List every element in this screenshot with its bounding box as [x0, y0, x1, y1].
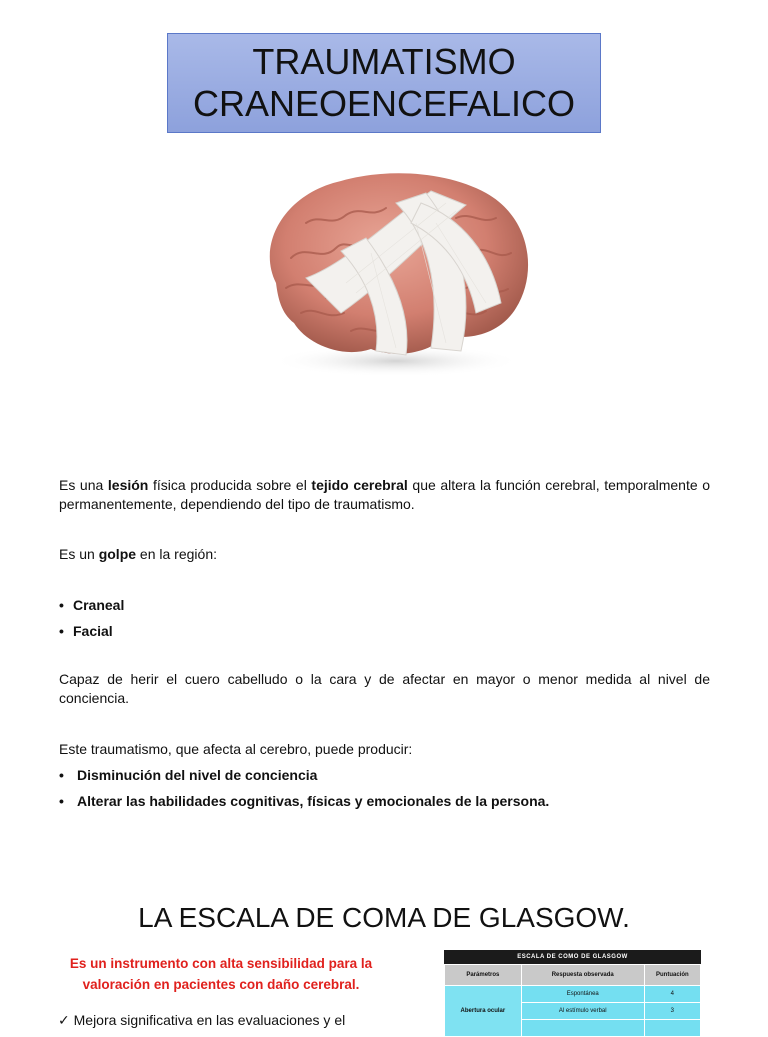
region-paragraph: Es un golpe en la región:	[59, 546, 217, 562]
glasgow-table	[444, 950, 701, 1030]
column-header: Puntuación	[644, 965, 700, 986]
list-item: • Alterar las habilidades cognitivas, físicas y emocionales de la persona.	[59, 793, 550, 809]
table-cell: 4	[644, 986, 700, 1003]
table-row	[445, 986, 701, 1003]
glasgow-description: Es un instrumento con alta sensibilidad para la valoración en pacientes con daño cerebral.	[69, 956, 373, 992]
effects-list	[59, 766, 549, 818]
table-cell	[521, 1020, 644, 1037]
param-cell: Abertura ocular	[445, 986, 522, 1037]
column-header: Parámetros	[445, 965, 522, 986]
title-line-2: CRANEOENCEFALICO	[192, 83, 576, 124]
title-line-1: TRAUMATISMO	[252, 41, 516, 82]
check-item: ✓ Mejora significativa en las evaluaciones y el	[58, 1012, 346, 1028]
consequence-paragraph: Capaz de herir el cuero cabelludo o la cara y de afectar en mayor o menor medida al nivel de conciencia.	[59, 671, 710, 706]
table-title: ESCALA DE COMO DE GLASGOW	[444, 950, 701, 964]
glasgow-heading: LA ESCALA DE COMA DE GLASGOW.	[138, 902, 630, 933]
intro-paragraph: Es una lesión física producida sobre el tejido cerebral que altera la función cerebral, temporalmente o permanentemente, dependiendo del tipo de traumatismo.	[59, 477, 711, 512]
list-item: • Craneal	[59, 597, 125, 613]
region-list	[59, 596, 124, 648]
table-cell: Al estímulo verbal	[521, 1003, 644, 1020]
title-box	[167, 33, 601, 133]
column-header: Respuesta observada	[521, 965, 644, 986]
table-cell: Espontánea	[521, 986, 644, 1003]
bandaged-brain-image	[246, 163, 538, 383]
list-item: • Facial	[59, 623, 113, 639]
checkmark-icon: ✓	[58, 1012, 74, 1028]
list-item: • Disminución del nivel de conciencia	[59, 767, 318, 783]
table-cell	[644, 1020, 700, 1037]
effects-intro: Este traumatismo, que afecta al cerebro, puede producir:	[59, 741, 413, 757]
table-cell: 3	[644, 1003, 700, 1020]
